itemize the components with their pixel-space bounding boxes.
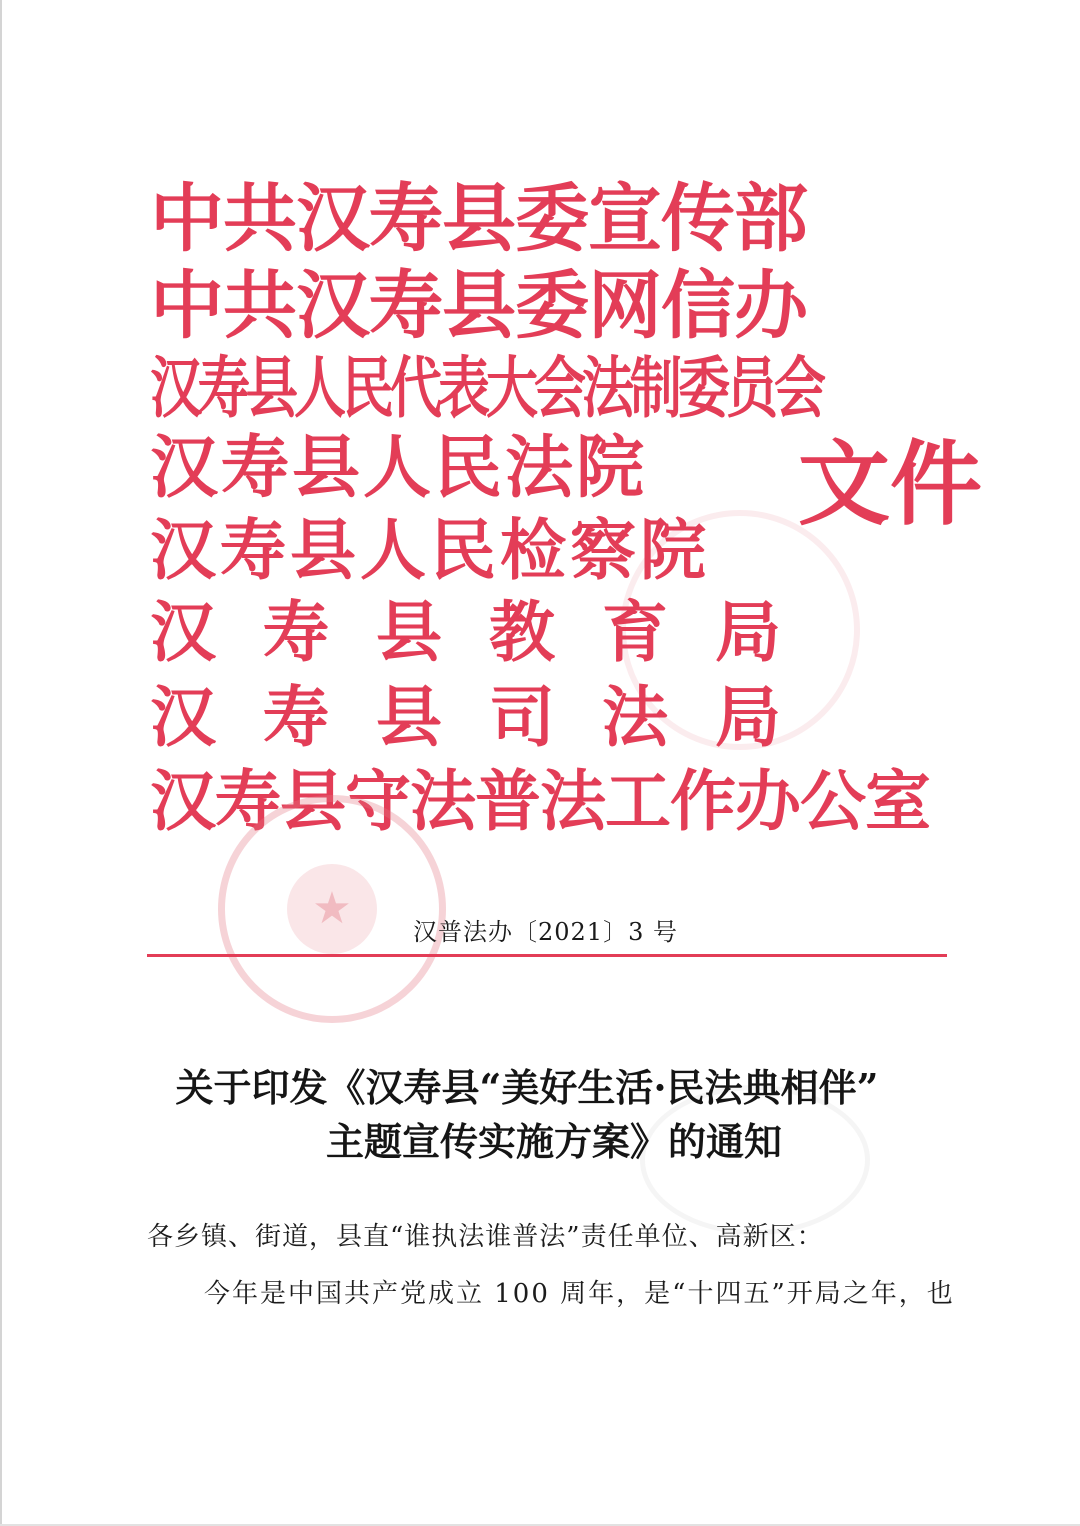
- org-law-popularization-office: 汉寿县守法普法工作办公室: [150, 762, 930, 840]
- org-procuratorate: 汉寿县人民检察院: [150, 511, 710, 589]
- document-number: 汉普法办〔2021〕3 号: [413, 918, 678, 946]
- national-emblem-seal-icon: [218, 795, 446, 1023]
- document-title-line-1: 关于印发《汉寿县“美好生活·民法典相伴”: [175, 1065, 879, 1110]
- document-suffix: 文件: [798, 430, 983, 538]
- org-cyberspace-office: 中共汉寿县委网信办: [150, 263, 807, 349]
- org-peoples-court: 汉寿县人民法院: [150, 428, 648, 508]
- org-education-bureau: 汉寿县教育局: [150, 593, 828, 671]
- org-peoples-congress-legal-committee: 汉寿县人民代表大会法制委员会: [150, 349, 823, 428]
- seal-star-icon: ★: [312, 883, 352, 934]
- org-propaganda-dept: 中共汉寿县委宣传部: [150, 176, 807, 262]
- body-paragraph: 今年是中国共产党成立 100 周年，是“十四五”开局之年，也: [204, 1279, 955, 1309]
- salutation: 各乡镇、街道，县直“谁执法谁普法”责任单位、高新区：: [147, 1222, 824, 1252]
- org-justice-bureau: 汉寿县司法局: [150, 678, 828, 756]
- page-edge-left: [0, 0, 2, 1526]
- red-separator-line: [147, 954, 947, 957]
- document-title-line-2: 主题宣传实施方案》的通知: [325, 1119, 782, 1164]
